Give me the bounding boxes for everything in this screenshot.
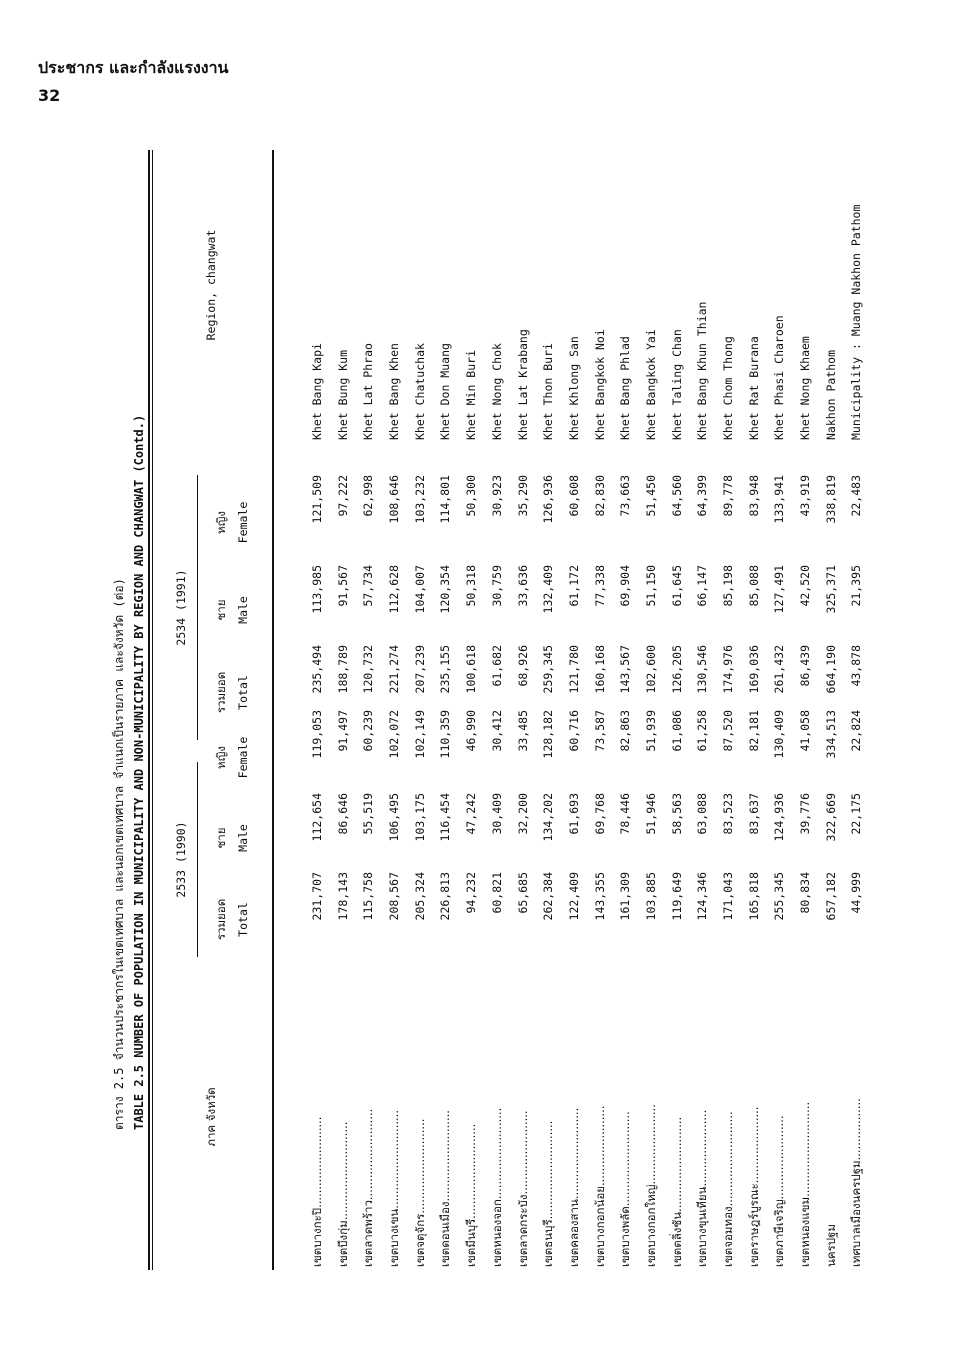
rotated-table-page bbox=[100, 120, 864, 1335]
row-region-en: Khet Bang Khun Thian bbox=[695, 301, 710, 440]
row-female-1991: 97,222 bbox=[335, 475, 350, 517]
row-total-1991: 174,976 bbox=[721, 645, 735, 694]
row-total-1991: 100,618 bbox=[464, 645, 479, 694]
row-male-1991: 33,636 bbox=[515, 565, 530, 607]
row-total-1990: 226,813 bbox=[438, 872, 453, 921]
table-row bbox=[356, 120, 382, 1335]
row-region-thai: เขตบางกอกใหญ่...................... bbox=[643, 1104, 658, 1267]
row-male-1990: 86,646 bbox=[335, 793, 350, 835]
row-total-1991: 102,600 bbox=[643, 645, 658, 694]
row-total-1991: 664,190 bbox=[823, 645, 838, 694]
row-male-1991: 50,318 bbox=[464, 565, 479, 607]
row-total-1991: 68,926 bbox=[515, 645, 530, 687]
row-male-1990: 103,175 bbox=[412, 793, 427, 842]
row-total-1990: 60,821 bbox=[489, 872, 504, 914]
row-region-en: Khet Lat Phrao bbox=[361, 343, 376, 440]
table-row bbox=[511, 120, 537, 1335]
row-region-thai: เขตคลองสาน......................... bbox=[566, 1107, 581, 1267]
row-female-1991: 22,483 bbox=[849, 475, 864, 517]
row-region-thai: เขตบางเขน........................... bbox=[387, 1110, 402, 1267]
row-total-1991: 143,567 bbox=[618, 645, 633, 694]
row-male-1990: 83,523 bbox=[721, 793, 735, 835]
row-region-thai: เขตหนองจอก......................... bbox=[489, 1107, 504, 1267]
row-region-thai: เขตดอนเมือง......................... bbox=[438, 1110, 453, 1267]
column-header-region-en: Region, changwat bbox=[204, 229, 218, 341]
row-female-1991: 338,819 bbox=[823, 475, 838, 524]
row-male-1990: 30,409 bbox=[489, 793, 504, 835]
col-total-1991-thai: รวมยอด bbox=[214, 671, 228, 714]
row-male-1990: 124,936 bbox=[772, 793, 787, 842]
row-female-1990: 87,520 bbox=[721, 710, 735, 752]
row-total-1991: 261,432 bbox=[772, 645, 787, 694]
row-male-1990: 116,454 bbox=[438, 793, 453, 842]
row-region-thai: เขตตลิ่งชัน.......................... bbox=[669, 1116, 684, 1267]
row-male-1990: 78,446 bbox=[618, 793, 633, 835]
row-male-1990: 22,175 bbox=[849, 793, 864, 835]
row-region-thai: เขตลาดกระบัง....................... bbox=[515, 1110, 530, 1267]
row-female-1990: 102,072 bbox=[387, 710, 402, 759]
row-female-1990: 73,587 bbox=[592, 710, 607, 752]
year-1991-header: 2534 (1991) bbox=[174, 569, 188, 646]
row-region-en: Municipality : Muang Nakhon Pathom bbox=[849, 204, 864, 440]
row-male-1990: 47,242 bbox=[464, 793, 479, 835]
row-region-en: Khet Khlong San bbox=[566, 336, 581, 440]
table-row bbox=[382, 120, 408, 1335]
col-male-1991-en: Male bbox=[236, 596, 250, 624]
row-male-1991: 61,645 bbox=[669, 565, 684, 607]
row-male-1990: 106,495 bbox=[387, 793, 402, 842]
row-total-1991: 160,168 bbox=[592, 645, 607, 694]
row-female-1991: 51,450 bbox=[643, 475, 658, 517]
row-total-1990: 65,685 bbox=[515, 872, 530, 914]
row-female-1990: 46,990 bbox=[464, 710, 479, 752]
row-total-1990: 171,043 bbox=[721, 872, 735, 921]
row-male-1991: 325,371 bbox=[823, 565, 838, 614]
row-total-1991: 169,036 bbox=[746, 645, 761, 694]
row-region-en: Khet Chatuchak bbox=[412, 343, 427, 440]
row-region-thai: เขตบางกะปิ......................... bbox=[310, 1116, 324, 1267]
row-female-1991: 126,936 bbox=[541, 475, 556, 524]
row-female-1990: 82,863 bbox=[618, 710, 633, 752]
row-female-1990: 51,939 bbox=[643, 710, 658, 752]
row-male-1991: 85,088 bbox=[746, 565, 761, 607]
row-region-en: Khet Thon Buri bbox=[541, 343, 556, 440]
row-male-1991: 61,172 bbox=[566, 565, 581, 607]
row-total-1991: 221,274 bbox=[387, 645, 402, 694]
row-male-1991: 112,628 bbox=[387, 565, 402, 614]
row-total-1991: 130,546 bbox=[695, 645, 710, 694]
table-row bbox=[536, 120, 562, 1335]
col-total-1990-en: Total bbox=[236, 902, 250, 937]
table-top-rule bbox=[148, 150, 150, 1270]
row-total-1991: 188,789 bbox=[335, 645, 350, 694]
row-total-1990: 94,232 bbox=[464, 872, 479, 914]
table-row bbox=[305, 120, 331, 1335]
chapter-title-thai: ประชากร และกำลังแรงงาน bbox=[38, 58, 229, 77]
row-male-1990: 55,519 bbox=[361, 793, 376, 835]
col-female-1991-en: Female bbox=[236, 501, 250, 544]
table-row bbox=[613, 120, 639, 1335]
row-region-en: Khet Bang Kapi bbox=[310, 343, 324, 440]
row-total-1990: 657,182 bbox=[823, 872, 838, 921]
col-total-1991-en: Total bbox=[236, 675, 250, 710]
col-total-1990-thai: รวมยอด bbox=[214, 898, 228, 941]
row-male-1990: 61,693 bbox=[566, 793, 581, 835]
row-female-1990: 130,409 bbox=[772, 710, 787, 759]
row-female-1991: 35,290 bbox=[515, 475, 530, 517]
table-row bbox=[742, 120, 768, 1335]
row-male-1991: 66,147 bbox=[695, 565, 710, 607]
row-region-en: Khet Nong Chok bbox=[489, 343, 504, 440]
row-total-1990: 122,409 bbox=[566, 872, 581, 921]
row-male-1990: 134,202 bbox=[541, 793, 556, 842]
row-male-1991: 132,409 bbox=[541, 565, 556, 614]
row-female-1991: 82,830 bbox=[592, 475, 607, 517]
row-female-1991: 64,560 bbox=[669, 475, 684, 517]
table-body bbox=[305, 120, 870, 1335]
row-total-1991: 126,205 bbox=[669, 645, 684, 694]
row-female-1990: 119,053 bbox=[310, 710, 324, 759]
column-header-region-thai: ภาค จังหวัด bbox=[204, 1087, 218, 1147]
row-total-1991: 235,155 bbox=[438, 645, 453, 694]
row-female-1991: 114,801 bbox=[438, 475, 453, 524]
row-total-1990: 262,384 bbox=[541, 872, 556, 921]
row-female-1990: 60,716 bbox=[566, 710, 581, 752]
row-total-1991: 235,494 bbox=[310, 645, 324, 694]
page-number: 32 bbox=[38, 86, 61, 105]
row-region-thai: เขตมีนบุรี.......................... bbox=[464, 1123, 479, 1267]
col-female-1991-thai: หญิง bbox=[214, 511, 228, 534]
row-region-thai: เขตลาดพร้าว......................... bbox=[361, 1108, 376, 1267]
row-region-en: Khet Phasi Charoen bbox=[772, 315, 787, 440]
col-male-1990-thai: ชาย bbox=[214, 827, 228, 849]
row-male-1991: 51,150 bbox=[643, 565, 658, 607]
row-region-thai: เขตหนองแขม.......................... bbox=[798, 1101, 813, 1267]
row-region-thai: เขตบึงกุ่ม........................... bbox=[335, 1121, 350, 1267]
row-female-1990: 82,181 bbox=[746, 710, 761, 752]
row-region-thai: นครปฐม bbox=[823, 1224, 838, 1267]
col-female-1990-thai: หญิง bbox=[214, 746, 228, 769]
table-top-rule-2 bbox=[152, 150, 153, 1270]
table-row bbox=[562, 120, 588, 1335]
row-male-1991: 85,198 bbox=[721, 565, 735, 607]
row-male-1991: 104,007 bbox=[412, 565, 427, 614]
row-region-en: Khet Chom Thong bbox=[721, 336, 735, 440]
row-female-1990: 22,824 bbox=[849, 710, 864, 752]
row-male-1990: 83,637 bbox=[746, 793, 761, 835]
row-total-1990: 119,649 bbox=[669, 872, 684, 921]
row-male-1990: 69,768 bbox=[592, 793, 607, 835]
table-row bbox=[588, 120, 614, 1335]
row-total-1991: 86,439 bbox=[798, 645, 813, 687]
table-title-thai: ตาราง 2.5 จำนวนประชากรในเขตเทศบาล และนอกเขตเทศบาล จำแนกเป็นรายภาค และจังหวัด (ต่อ) bbox=[112, 578, 126, 1130]
row-total-1990: 165,818 bbox=[746, 872, 761, 921]
row-male-1991: 91,567 bbox=[335, 565, 350, 607]
row-female-1991: 64,399 bbox=[695, 475, 710, 517]
row-region-en: Nakhon Pathom bbox=[823, 349, 838, 440]
table-row bbox=[819, 120, 845, 1335]
row-total-1990: 115,758 bbox=[361, 872, 376, 921]
row-male-1990: 112,654 bbox=[310, 793, 324, 842]
row-total-1991: 259,345 bbox=[541, 645, 556, 694]
table-row bbox=[690, 120, 716, 1335]
row-female-1990: 91,497 bbox=[335, 710, 350, 752]
row-region-en: Khet Bangkok Noi bbox=[592, 329, 607, 440]
row-female-1991: 73,663 bbox=[618, 475, 633, 517]
row-female-1990: 102,149 bbox=[412, 710, 427, 759]
row-total-1991: 121,780 bbox=[566, 645, 581, 694]
row-region-thai: เขตธนบุรี........................... bbox=[541, 1120, 556, 1267]
row-region-en: Khet Nong Khaem bbox=[798, 336, 813, 440]
row-total-1991: 120,732 bbox=[361, 645, 376, 694]
row-male-1991: 21,395 bbox=[849, 565, 864, 607]
row-female-1990: 61,258 bbox=[695, 710, 710, 752]
row-region-thai: เขตบางขุนเทียน..................... bbox=[695, 1109, 710, 1267]
row-region-en: Khet Bang Khen bbox=[387, 343, 402, 440]
row-male-1990: 51,946 bbox=[643, 793, 658, 835]
table-row bbox=[639, 120, 665, 1335]
row-region-thai: เขตบางพลัด.......................... bbox=[618, 1111, 633, 1267]
row-male-1991: 69,904 bbox=[618, 565, 633, 607]
row-male-1991: 77,338 bbox=[592, 565, 607, 607]
row-region-thai: เขตภาษีเจริญ....................... bbox=[772, 1115, 787, 1267]
row-male-1990: 32,200 bbox=[515, 793, 530, 835]
row-region-thai: เขตบางกอกน้อย...................... bbox=[592, 1105, 607, 1267]
table-row bbox=[433, 120, 459, 1335]
row-total-1990: 143,355 bbox=[592, 872, 607, 921]
row-total-1990: 124,346 bbox=[695, 872, 710, 921]
row-male-1991: 30,759 bbox=[489, 565, 504, 607]
row-total-1991: 61,682 bbox=[489, 645, 504, 687]
row-region-en: Khet Bangkok Yai bbox=[643, 329, 658, 440]
row-region-en: Khet Don Muang bbox=[438, 343, 453, 440]
row-female-1990: 334,513 bbox=[823, 710, 838, 759]
row-total-1990: 255,345 bbox=[772, 872, 787, 921]
row-female-1990: 41,058 bbox=[798, 710, 813, 752]
row-female-1991: 133,941 bbox=[772, 475, 787, 524]
table-row bbox=[485, 120, 511, 1335]
row-female-1991: 60,608 bbox=[566, 475, 581, 517]
table-row bbox=[767, 120, 793, 1335]
row-total-1990: 178,143 bbox=[335, 872, 350, 921]
row-total-1990: 161,309 bbox=[618, 872, 633, 921]
table-row bbox=[665, 120, 691, 1335]
row-female-1990: 60,239 bbox=[361, 710, 376, 752]
row-female-1990: 128,182 bbox=[541, 710, 556, 759]
row-total-1991: 43,878 bbox=[849, 645, 864, 687]
table-row bbox=[716, 120, 742, 1335]
row-female-1991: 43,919 bbox=[798, 475, 813, 517]
row-male-1991: 127,491 bbox=[772, 565, 787, 614]
row-male-1990: 39,776 bbox=[798, 793, 813, 835]
row-male-1991: 113,985 bbox=[310, 565, 324, 614]
row-male-1990: 322,669 bbox=[823, 793, 838, 842]
col-male-1990-en: Male bbox=[236, 824, 250, 852]
row-female-1991: 108,646 bbox=[387, 475, 402, 524]
row-region-thai: เขตราษฎร์บูรณะ..................... bbox=[746, 1106, 761, 1267]
row-region-en: Khet Taling Chan bbox=[669, 329, 684, 440]
row-region-en: Khet Lat Krabang bbox=[515, 329, 530, 440]
row-total-1990: 205,324 bbox=[412, 872, 427, 921]
row-female-1991: 83,948 bbox=[746, 475, 761, 517]
col-female-1990-en: Female bbox=[236, 736, 250, 779]
row-region-thai: เขตจตุจักร.......................... bbox=[412, 1118, 427, 1267]
table-row bbox=[408, 120, 434, 1335]
row-male-1991: 42,520 bbox=[798, 565, 813, 607]
row-male-1991: 57,734 bbox=[361, 565, 376, 607]
table-row bbox=[459, 120, 485, 1335]
row-total-1991: 207,239 bbox=[412, 645, 427, 694]
table-row bbox=[331, 120, 357, 1335]
row-female-1990: 110,359 bbox=[438, 710, 453, 759]
row-male-1990: 63,088 bbox=[695, 793, 710, 835]
table-row bbox=[844, 120, 870, 1335]
row-female-1990: 61,086 bbox=[669, 710, 684, 752]
table-title-en: TABLE 2.5 NUMBER OF POPULATION IN MUNICIPALITY AND NON-MUNICIPALITY BY REGION AND CHANGWAT (Contd.) bbox=[132, 414, 146, 1130]
row-region-thai: เทศบาลเมืองนครปฐม................. bbox=[849, 1098, 864, 1267]
year-1990-rule bbox=[197, 762, 198, 957]
row-female-1991: 50,300 bbox=[464, 475, 479, 517]
row-male-1990: 58,563 bbox=[669, 793, 684, 835]
row-total-1990: 231,707 bbox=[310, 872, 324, 921]
row-female-1991: 89,778 bbox=[721, 475, 735, 517]
row-female-1990: 33,485 bbox=[515, 710, 530, 752]
row-region-en: Khet Bang Phlad bbox=[618, 336, 633, 440]
year-1990-header: 2533 (1990) bbox=[174, 821, 188, 898]
row-female-1991: 30,923 bbox=[489, 475, 504, 517]
row-total-1990: 80,834 bbox=[798, 872, 813, 914]
row-total-1990: 208,567 bbox=[387, 872, 402, 921]
row-region-en: Khet Bung Kum bbox=[335, 349, 350, 440]
col-male-1991-thai: ชาย bbox=[214, 599, 228, 621]
table-header-bottom-rule bbox=[272, 150, 274, 1270]
row-female-1991: 121,509 bbox=[310, 475, 324, 524]
row-female-1990: 30,412 bbox=[489, 710, 504, 752]
row-female-1991: 62,998 bbox=[361, 475, 376, 517]
row-male-1991: 120,354 bbox=[438, 565, 453, 614]
table-row bbox=[793, 120, 819, 1335]
row-female-1991: 103,232 bbox=[412, 475, 427, 524]
year-1991-rule bbox=[197, 475, 198, 740]
row-total-1990: 44,999 bbox=[849, 872, 864, 914]
row-region-en: Khet Rat Burana bbox=[746, 336, 761, 440]
row-total-1990: 103,885 bbox=[643, 872, 658, 921]
row-region-en: Khet Min Buri bbox=[464, 349, 479, 440]
row-region-thai: เขตจอมทอง.......................... bbox=[721, 1111, 735, 1267]
